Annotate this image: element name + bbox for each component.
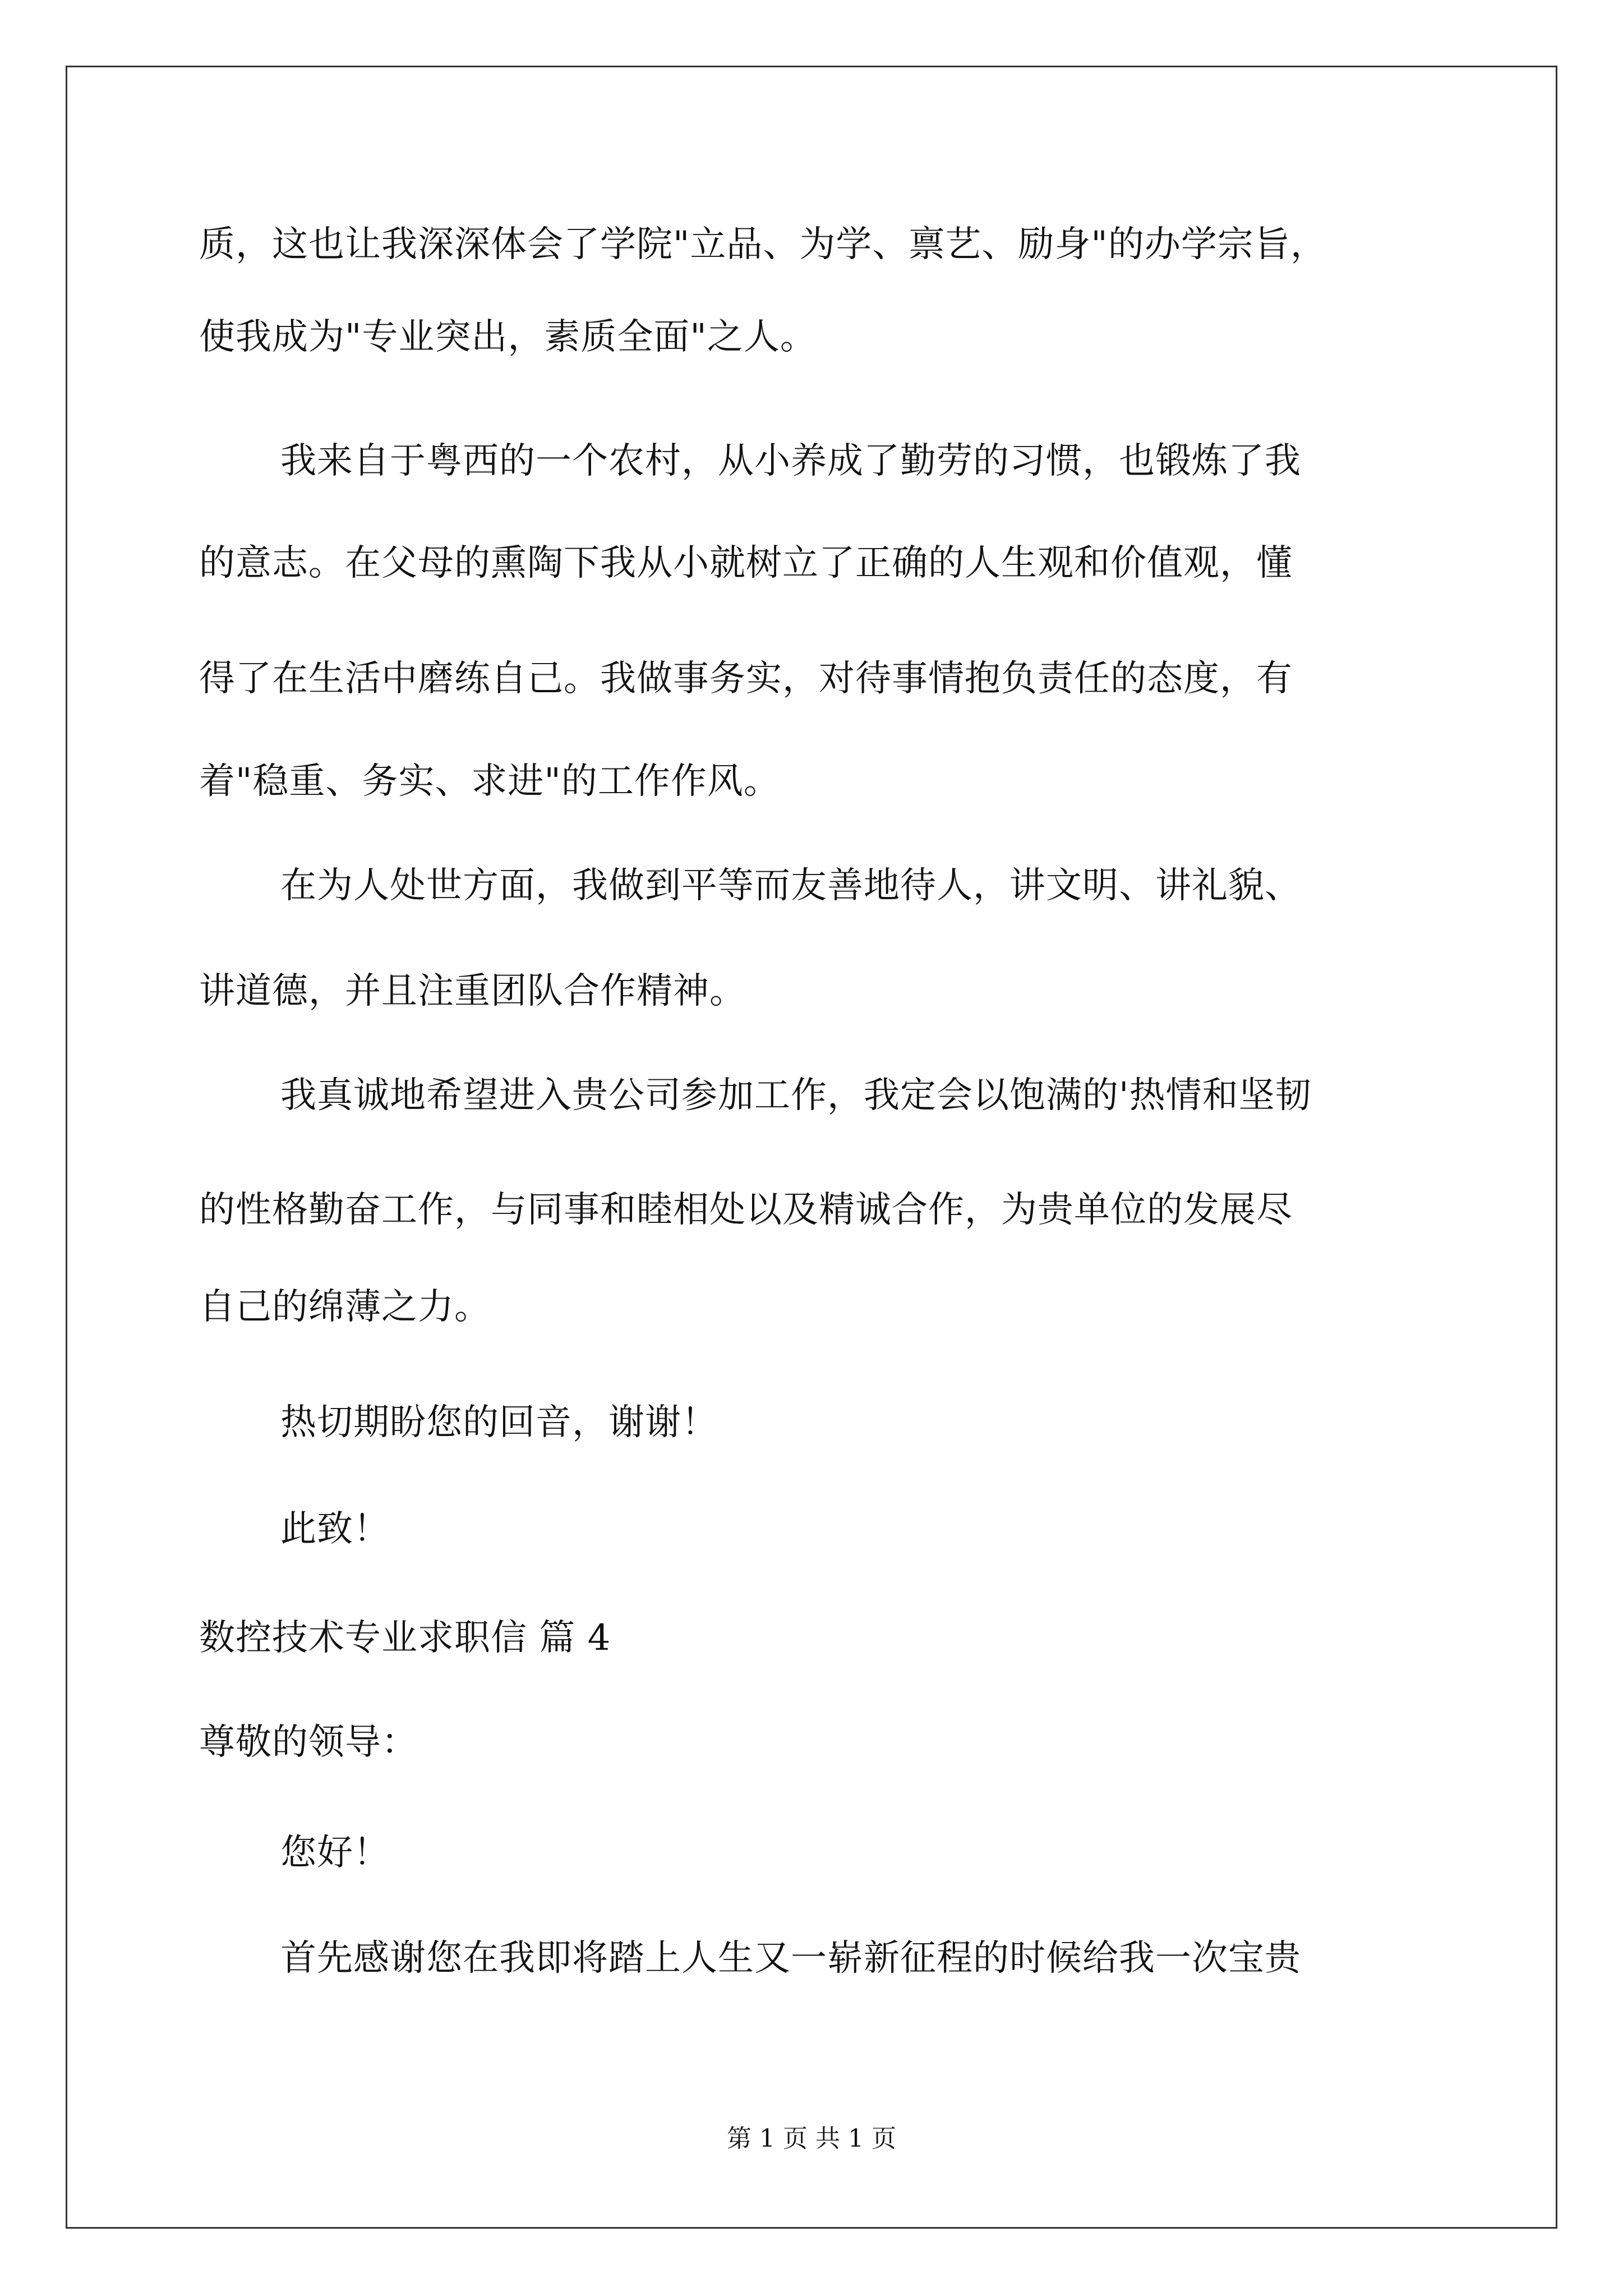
body-line: 我来自于粤西的一个农村，从小养成了勤劳的习惯，也锻炼了我 (280, 440, 1301, 482)
greeting: 您好！ (280, 1832, 390, 1874)
body-line: 着"稳重、务实、求进"的工作作风。 (199, 761, 780, 802)
body-line: 使我成为"专业突出，素质全面"之人。 (199, 316, 817, 358)
body-line: 热切期盼您的回音，谢谢！ (280, 1402, 718, 1443)
body-line: 在为人处世方面，我做到平等而友善地待人，讲文明、讲礼貌、 (280, 865, 1301, 907)
page-footer: 第 1 页 共 1 页 (727, 2124, 896, 2153)
body-line: 我真诚地希望进入贵公司参加工作，我定会以饱满的'热情和坚韧 (280, 1075, 1312, 1116)
body-line: 此致！ (280, 1508, 390, 1550)
body-line: 质，这也让我深深体会了学院"立品、为学、禀艺、励身"的办学宗旨， (199, 224, 1327, 265)
body-line: 自己的绵薄之力。 (199, 1286, 491, 1328)
section-heading: 数控技术专业求职信 篇 4 (199, 1617, 611, 1659)
salutation: 尊敬的领导： (199, 1722, 418, 1763)
page-border (66, 66, 1557, 2229)
body-line: 首先感谢您在我即将踏上人生又一崭新征程的时候给我一次宝贵 (280, 1938, 1301, 1979)
body-line: 讲道德，并且注重团队合作精神。 (199, 970, 746, 1012)
body-line: 的性格勤奋工作，与同事和睦相处以及精诚合作，为贵单位的发展尽 (199, 1189, 1293, 1231)
body-line: 得了在生活中磨练自己。我做事务实，对待事情抱负责任的态度，有 (199, 658, 1293, 700)
body-line: 的意志。在父母的熏陶下我从小就树立了正确的人生观和价值观，懂 (199, 542, 1293, 584)
